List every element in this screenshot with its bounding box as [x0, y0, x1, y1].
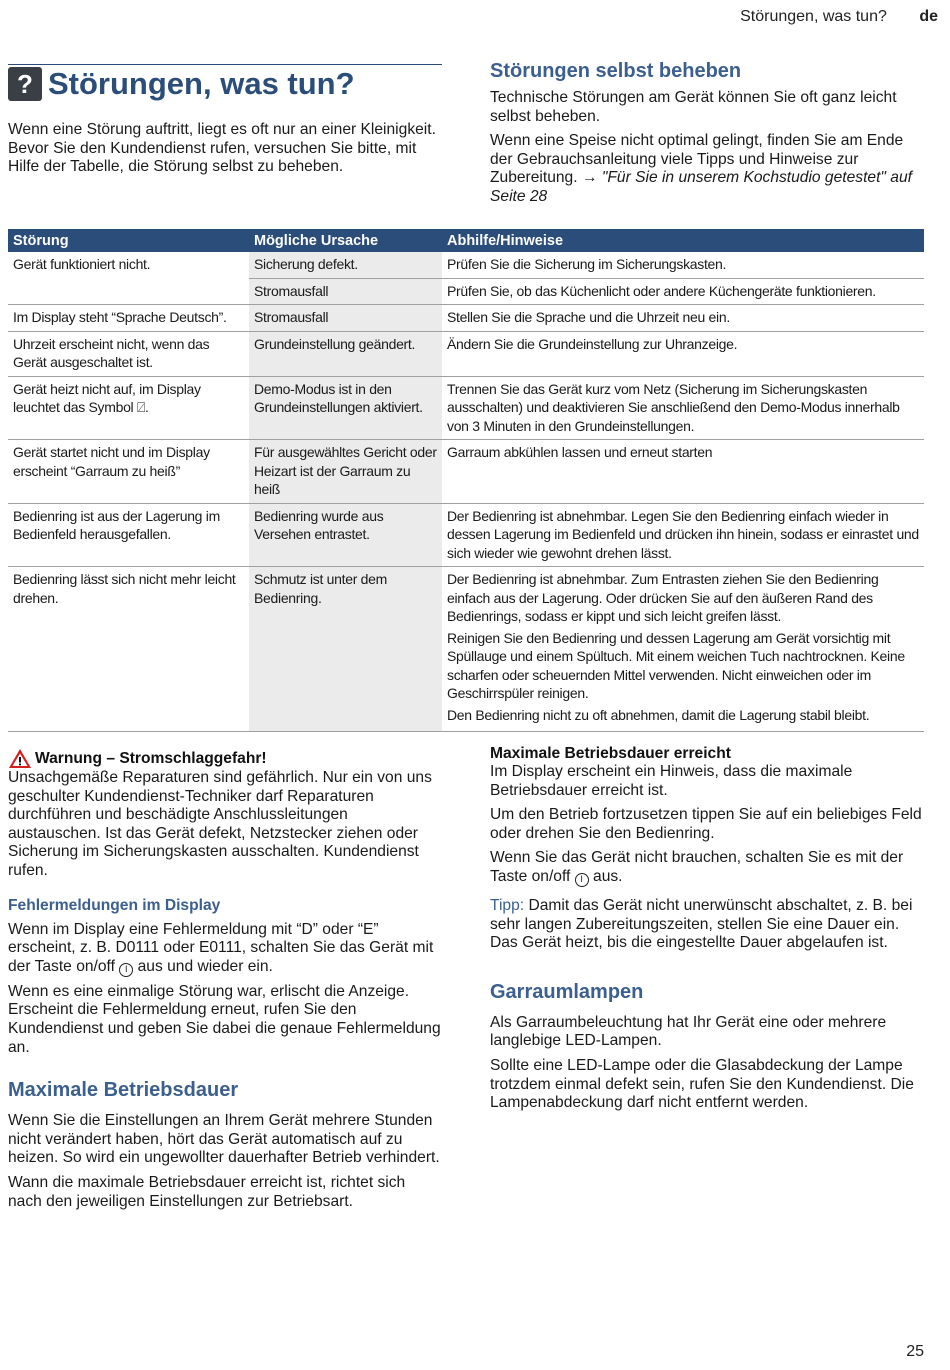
table-header-row — [8, 229, 924, 252]
warning-title: Warnung – Stromschlaggefahr! — [35, 749, 267, 767]
power-icon: I — [575, 873, 589, 887]
warning-text: Unsachgemäße Reparaturen sind gefährlich. Nur ein von uns geschulter Kundendienst-Techniker darf Reparaturen durchführen und beschädigte Anschlussleitungen austauschen. Ist das Gerät defekt, Netzstecker ziehen oder Sicherung im Sicherungskasten ausschalten. Kundendienst rufen. — [8, 769, 432, 879]
cell-remedy: Stellen Sie die Sprache und die Uhrzeit neu ein. — [442, 305, 924, 332]
warning-triangle-icon — [8, 748, 32, 769]
max-reached-p3-end: aus. — [593, 867, 623, 885]
warning-title-row — [8, 748, 442, 769]
tip-paragraph — [490, 897, 922, 953]
max-reached-p1: Im Display erscheint ein Hinweis, dass die maximale Betriebsdauer erreicht ist. — [490, 763, 853, 799]
cell-cause: Sicherung defekt. — [249, 252, 442, 278]
self-fix-block — [490, 60, 922, 213]
table-row — [8, 567, 924, 732]
table-row — [8, 440, 924, 504]
arrow-right-icon: → — [581, 169, 598, 187]
max-reached-p2: Um den Betrieb fortzusetzen tippen Sie auf ein beliebiges Feld oder drehen Sie den Bedienring. — [490, 806, 922, 842]
cell-cause: Demo-Modus ist in den Grundeinstellungen aktiviert. — [249, 376, 442, 440]
self-fix-heading: Störungen selbst beheben — [490, 60, 742, 82]
table-row — [8, 503, 924, 567]
self-fix-p2 — [490, 132, 922, 206]
cell-remedy: Der Bedienring ist abnehmbar. Legen Sie den Bedienring einfach wieder in dessen Lagerung im Bedienfeld und drücken ihn hinein, sodass er einrastet und sich wieder wie gewohnt drehen lässt. — [442, 503, 924, 567]
table-row — [8, 252, 924, 278]
cell-remedy: Garraum abkühlen lassen und erneut starten — [442, 440, 924, 504]
cell-fault: Gerät funktioniert nicht. — [13, 256, 151, 272]
page-title-block — [8, 66, 355, 102]
max-duration-heading: Maximale Betriebsdauer — [8, 1079, 239, 1102]
table-header-remedy: Abhilfe/Hinweise — [442, 229, 924, 252]
table-header-fault: Störung — [8, 229, 249, 252]
cell-remedy: Prüfen Sie, ob das Küchenlicht oder andere Küchengeräte funktionieren. — [442, 278, 924, 305]
header-language: de — [919, 8, 938, 25]
max-duration-p1: Wenn Sie die Einstellungen an Ihrem Gerät mehrere Stunden nicht verändert haben, hört das Gerät automatisch auf zu heizen. So wird ein ungewollter dauerhafter Betrieb verhindert. — [8, 1112, 440, 1167]
cell-fault: Bedienring lässt sich nicht mehr leicht drehen. — [8, 567, 249, 732]
table-header-cause: Mögliche Ursache — [249, 229, 442, 252]
self-fix-p2-text: Wenn eine Speise nicht optimal gelingt, finden Sie am Ende der Gebrauchsanleitung viele Tipps und Hinweise zur Zubereitung. — [490, 132, 904, 187]
cell-fault: Im Display steht “Sprache Deutsch”. — [8, 305, 249, 332]
cell-remedy: Trennen Sie das Gerät kurz vom Netz (Sicherung im Sicherungskasten ausschalten) und deaktivieren Sie anschließend den Demo-Modus innerhalb von 3 Minuten in den Grundeinstellungen. — [442, 376, 924, 440]
running-header — [740, 8, 938, 26]
max-reached-p3 — [490, 849, 922, 887]
power-icon: I — [119, 963, 133, 977]
lamps-heading: Garraumlampen — [490, 980, 644, 1003]
table-row — [8, 331, 924, 376]
lamps-p1: Als Garraumbeleuchtung hat Ihr Gerät eine oder mehrere langlebige LED-Lampen. — [490, 1013, 887, 1050]
troubleshooting-table — [8, 229, 924, 732]
max-reached-heading: Maximale Betriebsdauer erreicht — [490, 745, 731, 762]
error-messages-p2: Wenn es eine einmalige Störung war, erlischt die Anzeige. Erscheint die Fehlermeldung erneut, rufen Sie den Kundendienst und geben Sie dabei die genaue Fehlermeldung an. — [8, 982, 441, 1056]
max-duration-p2: Wann die maximale Betriebsdauer erreicht ist, richtet sich nach den jeweiligen Einstellungen zur Betriebsart. — [8, 1173, 406, 1210]
cell-remedy — [442, 567, 924, 732]
left-lower-column — [8, 748, 442, 1217]
table-row — [8, 305, 924, 332]
page-number: 25 — [906, 1343, 924, 1360]
cell-cause: Bedienring wurde aus Versehen entrastet. — [249, 503, 442, 567]
cell-cause: Stromausfall — [249, 305, 442, 332]
max-reached-p3-text: Wenn Sie das Gerät nicht brauchen, schalten Sie es mit der Taste on/off — [490, 849, 904, 885]
cell-remedy: Prüfen Sie die Sicherung im Sicherungskasten. — [447, 256, 727, 272]
header-section: Störungen, was tun? — [740, 8, 887, 25]
remedy-paragraph: Den Bedienring nicht zu oft abnehmen, damit die Lagerung stabil bleibt. — [447, 706, 870, 723]
page-reference-link[interactable]: "Für Sie in unserem Kochstudio getestet" auf Seite 28 — [490, 169, 912, 205]
cell-fault: Bedienring ist aus der Lagerung im Bedienfeld herausgefallen. — [8, 503, 249, 567]
self-fix-p1: Technische Störungen am Gerät können Sie oft ganz leicht selbst beheben. — [490, 89, 897, 125]
error-messages-p1-text: Wenn im Display eine Fehlermeldung mit “D” oder “E” erscheint, z. B. D0111 oder E0111, schalten Sie das Gerät mit der Taste on/off — [8, 920, 434, 975]
tip-text: Damit das Gerät nicht unerwünscht abschaltet, z. B. bei sehr langen Zubereitungszeiten, stellen Sie eine Dauer ein. Das Gerät heizt, bis die eingestellte Dauer abgelaufen ist. — [490, 896, 913, 952]
tip-label: Tipp: — [490, 896, 525, 914]
cell-cause: Schmutz ist unter dem Bedienring. — [249, 567, 442, 732]
cell-cause: Grundeinstellung geändert. — [249, 331, 442, 376]
cell-cause: Für ausgewähltes Gericht oder Heizart ist der Garraum zu heiß — [249, 440, 442, 504]
lamps-p2: Sollte eine LED-Lampe oder die Glasabdeckung der Lampe trotzdem einmal defekt sein, rufen Sie den Kundendienst. Die Lampenabdeckung darf nicht entfernt werden. — [490, 1056, 914, 1112]
error-messages-heading: Fehlermeldungen im Display — [8, 896, 221, 914]
title-rule — [8, 64, 442, 65]
table-row — [8, 376, 924, 440]
error-messages-p1-end: aus und wieder ein. — [137, 957, 273, 975]
remedy-paragraph: Der Bedienring ist abnehmbar. Zum Entrasten ziehen Sie den Bedienring einfach aus der Lagerung. Oder drücken Sie auf den äußeren Rand des Bedienrings, sodass er kippt und sich leicht greifen lässt. — [447, 571, 879, 624]
intro-text: Wenn eine Störung auftritt, liegt es oft nur an einer Kleinigkeit. Bevor Sie den Kundendienst rufen, versuchen Sie bitte, mit Hilfe der Tabelle, die Störung selbst zu beheben. — [8, 121, 436, 176]
cell-fault: Gerät heizt nicht auf, im Display leuchtet das Symbol ⍁. — [8, 376, 249, 440]
cell-remedy: Ändern Sie die Grundeinstellung zur Uhranzeige. — [442, 331, 924, 376]
page-title: Störungen, was tun? — [48, 66, 355, 101]
question-icon: ? — [8, 67, 42, 101]
cell-cause: Stromausfall — [249, 278, 442, 305]
error-messages-p1 — [8, 921, 442, 977]
remedy-paragraph: Reinigen Sie den Bedienring und dessen Lagerung am Gerät vorsichtig mit Spüllauge und einem Spültuch. Mit einem weichen Tuch nachtrocknen. Keine scharfen oder scheuernden Mittel verwenden. Nicht einweichen oder im Geschirrspüler reinigen. — [447, 629, 905, 701]
intro-block — [8, 121, 442, 183]
cell-fault: Gerät startet nicht und im Display erscheint “Garraum zu heiß” — [8, 440, 249, 504]
cell-fault: Uhrzeit erscheint nicht, wenn das Gerät ausgeschaltet ist. — [8, 331, 249, 376]
right-lower-column — [490, 745, 922, 1119]
